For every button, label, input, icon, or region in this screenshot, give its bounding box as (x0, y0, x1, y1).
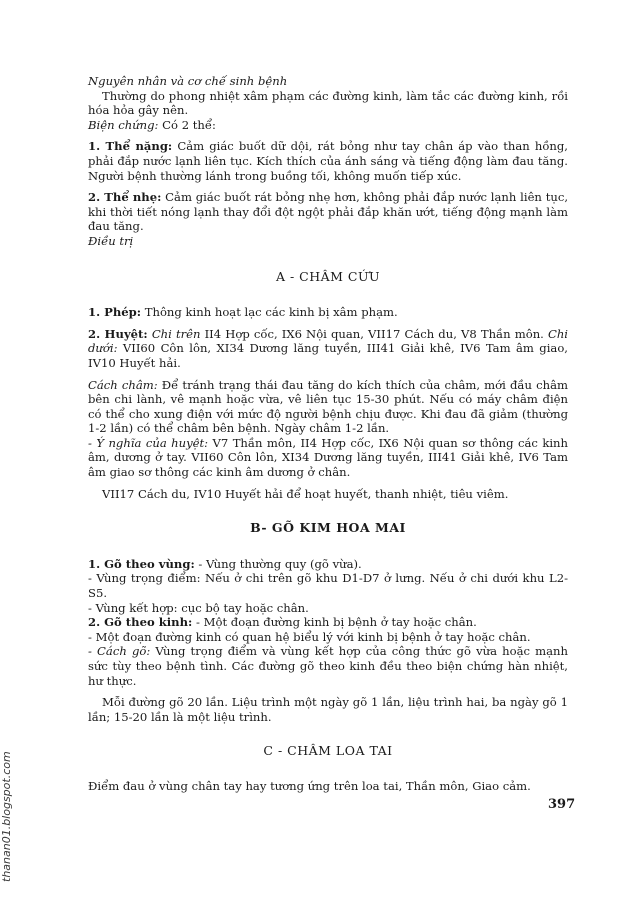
section-title-nguyen-nhan: Nguyên nhân và cơ chế sinh bệnh (88, 74, 288, 88)
paragraph-cach-cham (88, 378, 568, 436)
huyet-tren-text: II4 Hợp cốc, IX6 Nội quan, VII17 Cách du, V8 Thần môn. (200, 326, 544, 341)
paragraph-mot-doan: - Một đoạn đường kinh có quan hệ biểu lý với kinh bị bệnh ở tay hoặc chân. (88, 629, 531, 644)
paragraph-go-vung (88, 557, 568, 572)
paragraph-nguyen-nhan: Thường do phong nhiệt xâm phạm các đường kinh, làm tắc các đường kinh, rồi hóa hỏa gây nên. (88, 88, 568, 118)
page-number: 397 (548, 797, 576, 812)
paragraph-moi-duong: Mỗi đường gõ 20 lần. Liệu trình một ngày gõ 1 lần, liệu trình hai, ba ngày gõ 1 lần; 15-20 lần là một liệu trình. (88, 695, 568, 724)
chi-tren-label: Chi trên (151, 326, 201, 341)
dieu-tri-title: Điều trị (88, 233, 134, 248)
go-vung-label: 1. Gõ theo vùng: (88, 556, 195, 571)
paragraph-huyet (88, 327, 568, 371)
paragraph-y-nghia (88, 436, 568, 480)
phep-label: 1. Phép: (88, 305, 142, 320)
paragraph-y-nghia-2: VII17 Cách du, IV10 Huyết hải để hoạt huyết, thanh nhiệt, tiêu viêm. (102, 486, 509, 501)
huyet-duoi-text: VII60 Côn lôn, XI34 Dương lăng tuyền, III41 Giải khê, IV6 Tam âm giao, IV10 Huyết hải. (88, 341, 568, 370)
y-nghia-label: - Ý nghĩa của huyệt: (88, 435, 209, 450)
paragraph-cach-go (88, 644, 568, 688)
paragraph-vung-trong-diem: - Vùng trọng điểm: Nếu ở chi trên gõ khu D1-D7 ở lưng. Nếu ở chi dưới khu L2-S5. (88, 571, 568, 601)
y-nghia-text: V7 Thần môn, II4 Hợp cốc, IX6 Nội quan sơ thông các kinh âm, dương ở tay. VII60 Côn lôn, XI34 Dương lăng tuyền, III41 Giải khê, IV6 Tam âm giao sơ thông các kinh âm dương ở chân. (88, 435, 568, 480)
cach-go-label: - Cách gõ: (88, 644, 151, 659)
go-kinh-text: - Một đoạn đường kinh bị bệnh ở tay hoặc chân. (192, 615, 477, 630)
paragraph-go-kinh (88, 615, 568, 630)
section-a-heading: A - CHÂM CỨU (275, 268, 381, 284)
the-nhe-text: Cảm giác buốt rát bỏng nhẹ hơn, không phải đắp nước lạnh liên tục, khi thời tiết nóng lạnh thay đổi đột ngột phải đắp khăn ướt, tiếng động mạnh làm đau tăng. (88, 190, 569, 234)
the-nang-label: 1. Thể nặng: (88, 139, 173, 154)
paragraph-loa-tai: Điểm đau ở vùng chân tay hay tương ứng trên loa tai, Thần môn, Giao cảm. (88, 778, 531, 793)
watermark: thanan01.blogspot.com (0, 751, 13, 882)
cach-go-text: Vùng trọng điểm và vùng kết hợp của công thức gõ vừa hoặc mạnh sức tùy theo bệnh tình. Các đường gõ theo kinh đều theo biện chứng hàn nhiệt, hư thực. (88, 644, 568, 688)
chi-duoi-label: Chi dưới: (88, 326, 568, 356)
go-kinh-label: 2. Gõ theo kinh: (88, 615, 193, 630)
cach-cham-label: Cách châm: (88, 377, 158, 392)
section-b-heading: B- GÕ KIM HOA MAI (250, 520, 406, 536)
huyet-label: 2. Huyệt: (88, 326, 148, 341)
the-nang-text: Cảm giác buốt dữ dội, rát bỏng như tay chân áp vào than hồng, phải đắp nước lạnh liên tục. Kích thích của ánh sáng và tiếng động làm đau tăng. Người bệnh thường lánh trong buồng tối, không muốn tiếp xúc. (88, 139, 568, 183)
phep-text: Thông kinh hoạt lạc các kinh bị xâm phạm. (141, 305, 398, 320)
cach-cham-text: Để tránh trạng thái đau tăng do kích thích của châm, mới đầu châm bên chi lành, vê mạnh hoặc vừa, vê liên tục 15-30 phút. Nếu có máy châm điện có thể cho xung điện với mức độ người bệnh chịu được. Khi đau đã giảm (thường 1-2 lần) có thể châm bên bệnh. Ngày châm 1-2 lần. (88, 377, 568, 436)
bien-chung-intro: Có 2 thể: (158, 117, 216, 132)
section-c-heading: C - CHÂM LOA TAI (263, 743, 393, 759)
paragraph-the-nang (88, 139, 568, 183)
bien-chung-title: Biện chứng: (88, 117, 159, 132)
go-vung-text: - Vùng thường quy (gõ vừa). (194, 556, 362, 571)
bien-chung-line (88, 118, 568, 133)
text-column (88, 74, 568, 794)
paragraph-the-nhe (88, 190, 568, 234)
paragraph-vung-ket-hop: - Vùng kết hợp: cục bộ tay hoặc chân. (88, 600, 309, 615)
the-nhe-label: 2. Thể nhẹ: (88, 190, 162, 205)
paragraph-phep (88, 305, 568, 320)
